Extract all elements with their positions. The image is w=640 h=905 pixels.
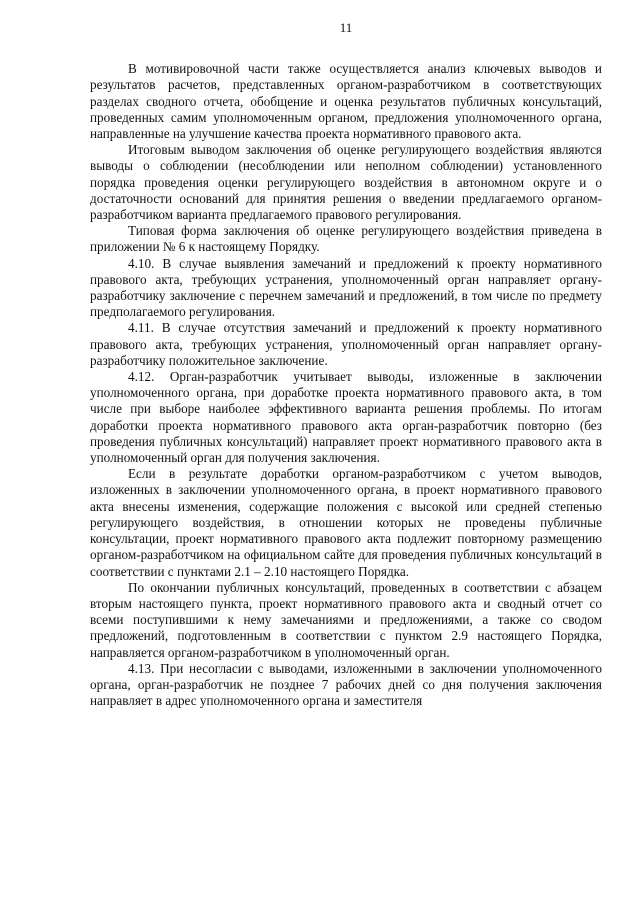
paragraph-motivation: В мотивировочной части также осуществляется анализ ключевых выводов и результатов расчетов, представленных органом-разработчиком в соответствующих разделах сводного отчета, обобщение и оценка результатов публичных консультаций, проведенных самим уполномоченным органом, предложения уполномоченного органа, направленные на улучшение качества проекта нормативного правового акта. [90, 61, 602, 142]
paragraph-4-13: 4.13. При несогласии с выводами, изложенными в заключении уполномоченного органа, орган-разработчик не позднее 7 рабочих дней со дня получения заключения направляет в адрес уполномоченного органа и заместителя [90, 660, 602, 709]
paragraph-revision-republication: Если в результате доработки органом-разработчиком с учетом выводов, изложенных в заключении уполномоченного органа, в проект нормативного правового акта внесены изменения, содержащие положения с высокой или средней степенью регулирующего воздействия, в отношении которых не проведены публичные консультации, проект нормативного правового акта подлежит повторному размещению органом-разработчиком на официальном сайте для проведения публичных консультаций в соответствии с пунктами 2.1 – 2.10 настоящего Порядка. [90, 466, 602, 579]
paragraph-4-12: 4.12. Орган-разработчик учитывает выводы, изложенные в заключении уполномоченного органа, при доработке проекта нормативного правового акта, в том числе при выборе наиболее эффективного варианта решения проблемы. По итогам доработки проекта нормативного правового акта орган-разработчик повторно (без проведения публичных консультаций) направляет проект нормативного правового акта в уполномоченный орган для получения заключения. [90, 369, 602, 466]
paragraph-consultations-completion: По окончании публичных консультаций, проведенных в соответствии с абзацем вторым настоящего пункта, проект нормативного правового акта и сводный отчет со всеми поступившими к нему замечаниями и предложениями, а также со сводом предложений, подготовленным в соответствии с пунктом 2.9 настоящего Порядка, направляется органом-разработчиком в уполномоченный орган. [90, 579, 602, 660]
paragraph-final-conclusion: Итоговым выводом заключения об оценке регулирующего воздействия являются выводы о соблюдении (несоблюдении или неполном соблюдении) установленного порядка проведения оценки регулирующего воздействия в автономном округе и о достаточности оснований для принятия решения о введении предлагаемого органом-разработчиком варианта предлагаемого правового регулирования. [90, 142, 602, 223]
paragraph-4-10: 4.10. В случае выявления замечаний и предложений к проекту нормативного правового акта, требующих устранения, уполномоченный орган направляет органу-разработчику заключение с перечнем замечаний и предложений, в том числе по предмету предполагаемого регулирования. [90, 255, 602, 320]
paragraph-standard-form: Типовая форма заключения об оценке регулирующего воздействия приведена в приложении № 6 к настоящему Порядку. [90, 223, 602, 255]
page-number: 11 [339, 20, 353, 35]
paragraph-4-11: 4.11. В случае отсутствия замечаний и предложений к проекту нормативного правового акта, требующих устранения, уполномоченный орган направляет органу-разработчику положительное заключение. [90, 320, 602, 368]
